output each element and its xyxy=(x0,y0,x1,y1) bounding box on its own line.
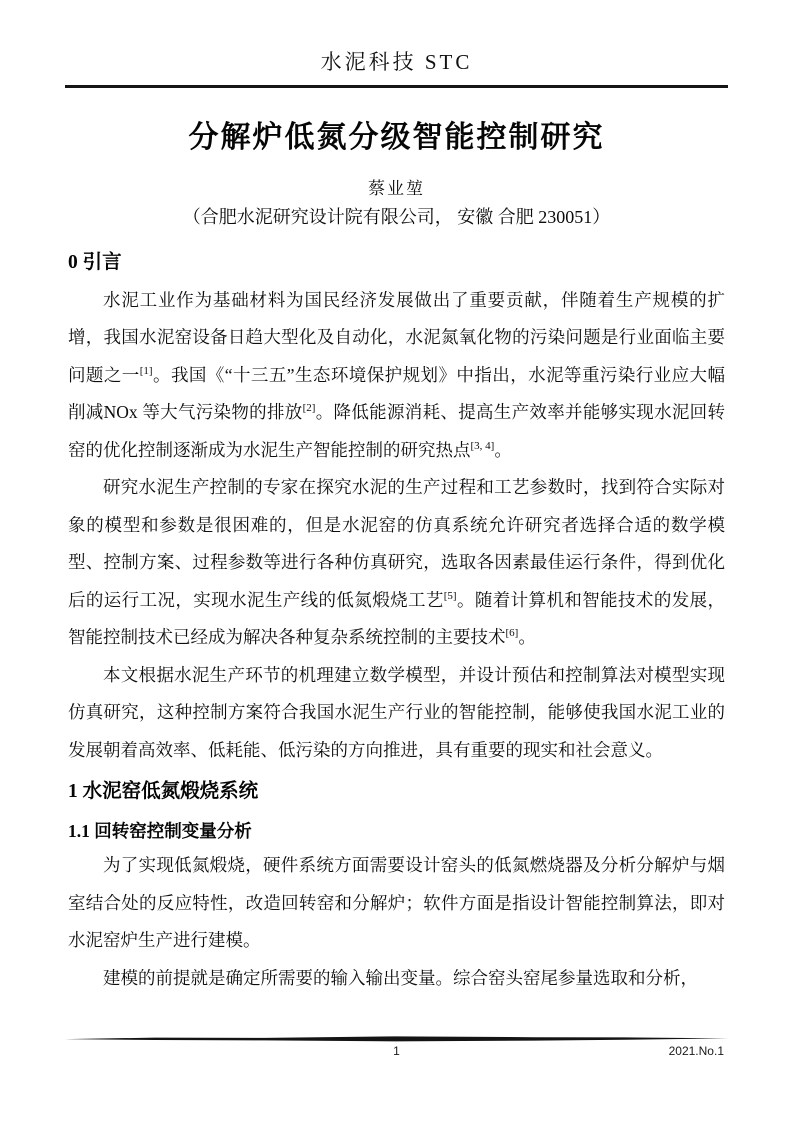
paragraph: 本文根据水泥生产环节的机理建立数学模型，并设计预估和控制算法对模型实现仿真研究，这种控制方案符合我国水泥生产行业的智能控制，能够使我国水泥工业的发展朝着高效率、低耗能、低污染的方向推进，具有重要的现实和社会意义。 xyxy=(68,664,725,760)
subsection-heading-control-variables: 1.1 回转窑控制变量分析 xyxy=(68,821,252,841)
header-rule xyxy=(65,85,728,88)
issue-label: 2021.No.1 xyxy=(668,1044,724,1058)
section-heading-introduction: 0 引言 xyxy=(68,251,122,273)
article-front-matter xyxy=(0,118,793,230)
footer-rule xyxy=(65,1036,728,1042)
page-number: 1 xyxy=(393,1044,400,1058)
journal-title: 水泥科技 STC xyxy=(320,50,473,74)
page-header xyxy=(0,0,793,88)
author-affiliation: （合肥水泥研究设计院有限公司， 安徽 合肥 230051） xyxy=(182,206,611,227)
article-title: 分解炉低氮分级智能控制研究 xyxy=(188,120,605,154)
paragraph: 为了实现低氮煅烧，硬件系统方面需要设计窑头的低氮燃烧器及分析分解炉与烟室结合处的反应特性，改造回转窑和分解炉；软件方面是指设计智能控制算法，即对水泥窑炉生产进行建模。 xyxy=(68,855,725,950)
paragraph: 研究水泥生产控制的专家在探究水泥的生产过程和工艺参数时，找到符合实际对象的模型和参数是很困难的，但是水泥窑的仿真系统允许研究者选择合适的数学模型、控制方案、过程参数等进行各种仿真研究，选取各因素最佳运行条件，得到优化后的运行工况，实现水泥生产线的低氮煅烧工艺[5]。随着计算机和智能技术的发展，智能控制技术已经成为解决各种复杂系统控制的主要技术[6]。 xyxy=(68,477,725,647)
footer-row xyxy=(65,1044,728,1062)
page-footer xyxy=(65,1036,728,1062)
article-body xyxy=(0,248,793,998)
paragraph: 水泥工业作为基础材料为国民经济发展做出了重要贡献，伴随着生产规模的扩增，我国水泥窑设备日趋大型化及自动化，水泥氮氧化物的污染问题是行业面临主要问题之一[1]。我国《“十三五”生态环境保护规划》中指出，水泥等重污染行业应大幅削减NOx 等大气污染物的排放[2]。降低能源消耗、提高生产效率并能够实现水泥回转窑的优化控制逐渐成为水泥生产智能控制的研究热点[3, 4]。 xyxy=(68,289,725,460)
paragraph: 建模的前提就是确定所需要的输入输出变量。综合窑头窑尾参量选取和分析， xyxy=(103,967,698,988)
section-heading-calcination-system: 1 水泥窑低氮煅烧系统 xyxy=(68,781,259,802)
author-name: 蔡业堃 xyxy=(368,178,425,198)
